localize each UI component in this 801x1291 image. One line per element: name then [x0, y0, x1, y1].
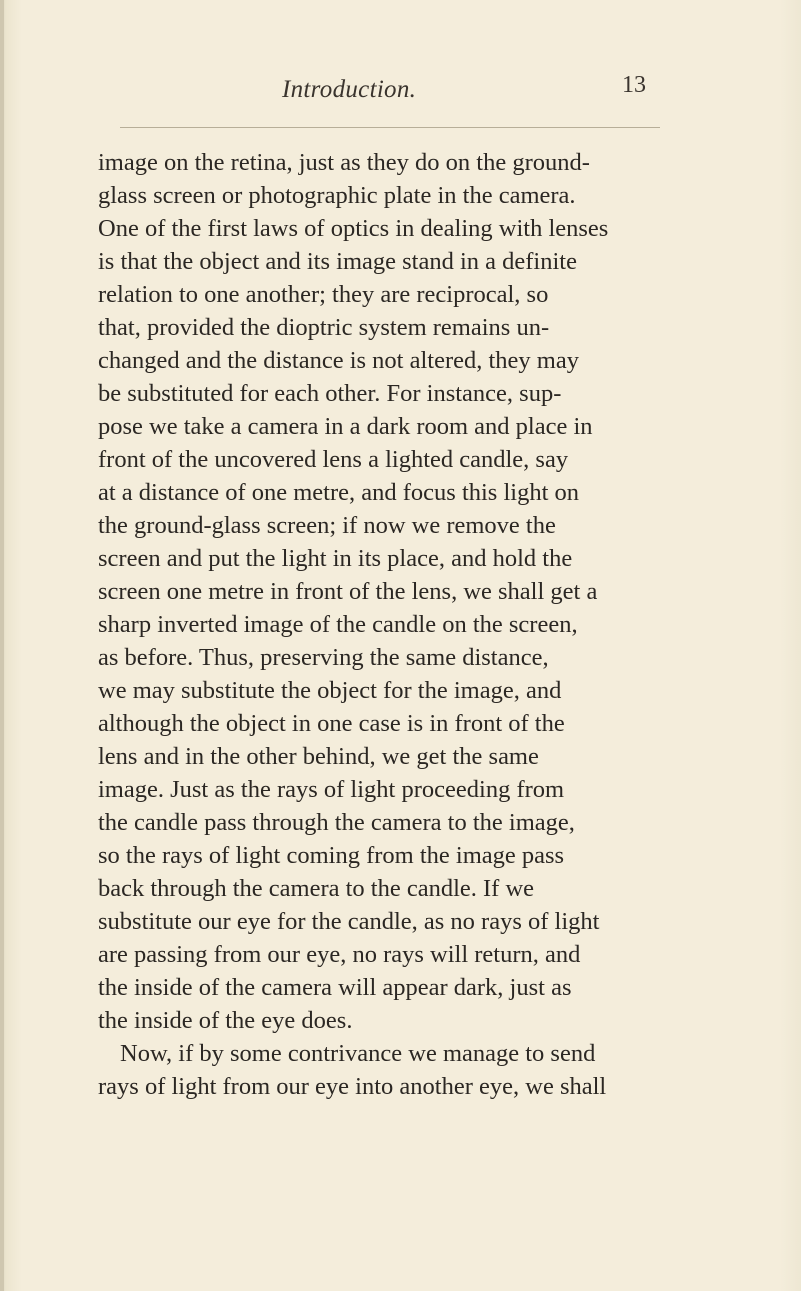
- text-line: we may substitute the object for the image, and: [98, 677, 562, 704]
- text-line: so the rays of light coming from the image pass: [98, 842, 565, 869]
- text-line: screen one metre in front of the lens, we shall get a: [98, 578, 598, 605]
- text-line: front of the uncovered lens a lighted candle, say: [98, 446, 569, 473]
- page-binding-edge: [0, 0, 4, 1291]
- page-header: [0, 72, 801, 112]
- text-line: lens and in the other behind, we get the same: [98, 743, 539, 770]
- text-line: the inside of the camera will appear dark, just as: [98, 974, 572, 1001]
- text-line: the ground-glass screen; if now we remove the: [98, 512, 556, 539]
- text-line: although the object in one case is in front of the: [98, 710, 565, 737]
- text-line: as before. Thus, preserving the same distance,: [98, 644, 549, 671]
- text-line: at a distance of one metre, and focus this light on: [98, 479, 580, 506]
- text-line: back through the camera to the candle. If we: [98, 875, 535, 902]
- text-line: Now, if by some contrivance we manage to send: [120, 1040, 596, 1067]
- text-line: rays of light from our eye into another eye, we shall: [98, 1073, 607, 1100]
- text-line: be substituted for each other. For instance, sup-: [98, 380, 562, 407]
- text-line: is that the object and its image stand in a definite: [98, 248, 577, 275]
- text-line: the candle pass through the camera to the image,: [98, 809, 575, 836]
- text-line: screen and put the light in its place, and hold the: [98, 545, 573, 572]
- text-line: are passing from our eye, no rays will return, and: [98, 941, 581, 968]
- header-rule: [120, 127, 660, 128]
- text-line: One of the first laws of optics in dealing with lenses: [98, 215, 609, 242]
- text-line: sharp inverted image of the candle on the screen,: [98, 611, 578, 638]
- text-line: image. Just as the rays of light proceeding from: [98, 776, 565, 803]
- running-title: Introduction.: [282, 76, 417, 103]
- text-line: the inside of the eye does.: [98, 1007, 353, 1034]
- text-line: pose we take a camera in a dark room and place in: [98, 413, 593, 440]
- text-line: substitute our eye for the candle, as no rays of light: [98, 908, 600, 935]
- text-line: image on the retina, just as they do on the ground-: [98, 149, 590, 176]
- text-line: changed and the distance is not altered, they may: [98, 347, 579, 374]
- page-number: 13: [622, 72, 646, 98]
- text-line: relation to one another; they are reciprocal, so: [98, 281, 549, 308]
- text-line: glass screen or photographic plate in the camera.: [98, 182, 576, 209]
- text-line: that, provided the dioptric system remains un-: [98, 314, 550, 341]
